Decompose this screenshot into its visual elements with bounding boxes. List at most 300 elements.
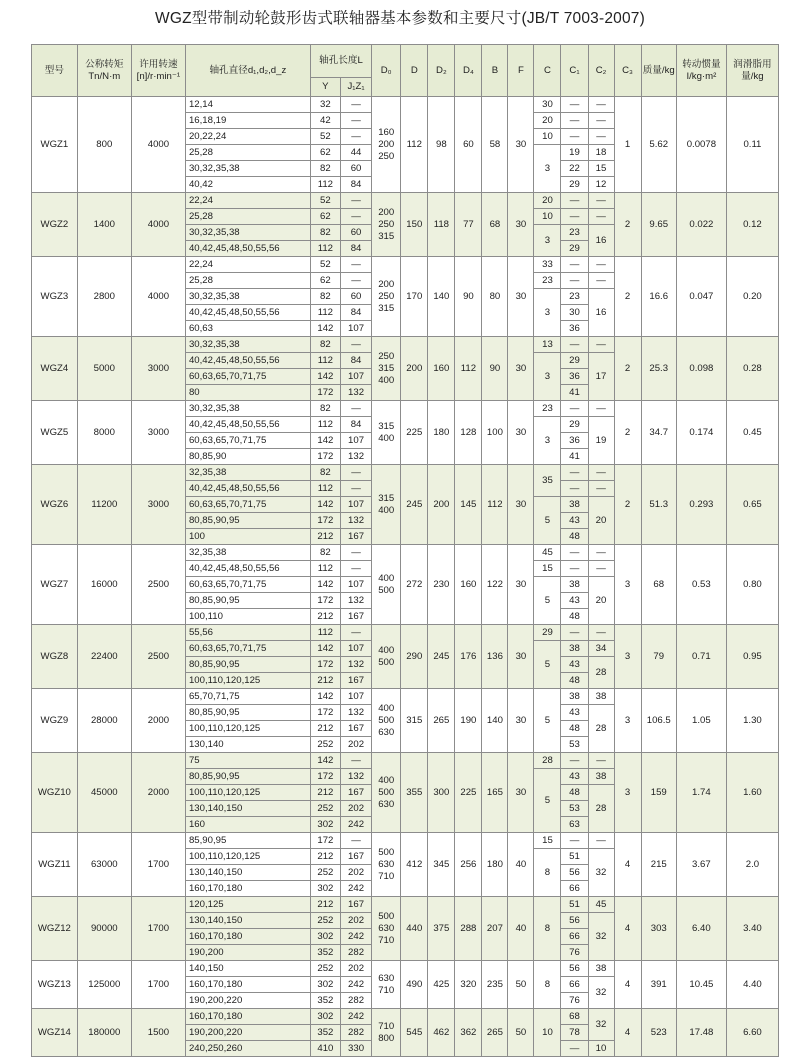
- cell-torque: 125000: [77, 961, 131, 1009]
- cell-c2: —: [588, 753, 614, 769]
- cell-c1: 66: [561, 929, 588, 945]
- cell-model: WGZ3: [32, 257, 78, 337]
- cell-length-j1z1: 132: [340, 705, 371, 721]
- cell-c: 8: [534, 897, 561, 961]
- cell-c1: 38: [561, 577, 588, 593]
- cell-speed: 3000: [131, 337, 185, 401]
- cell-length-y: 62: [310, 273, 340, 289]
- cell-inertia: 1.74: [676, 753, 726, 833]
- cell-length-j1z1: 107: [340, 577, 371, 593]
- cell-bore-diameter: 30,32,35,38: [185, 161, 310, 177]
- cell-length-y: 62: [310, 145, 340, 161]
- cell-length-j1z1: 84: [340, 353, 371, 369]
- cell-torque: 22400: [77, 625, 131, 689]
- cell-length-j1z1: —: [340, 833, 371, 849]
- cell-d: 150: [401, 193, 428, 257]
- cell-c1: 41: [561, 385, 588, 401]
- cell-d0: 500 630 710: [372, 833, 401, 897]
- cell-torque: 1400: [77, 193, 131, 257]
- cell-torque: 2800: [77, 257, 131, 337]
- cell-d4: 176: [455, 625, 482, 689]
- cell-length-j1z1: 60: [340, 161, 371, 177]
- cell-c: 8: [534, 849, 561, 897]
- cell-c1: 51: [561, 849, 588, 865]
- cell-c1: 36: [561, 369, 588, 385]
- cell-d0: 160 200 250: [372, 97, 401, 193]
- cell-c2: —: [588, 481, 614, 497]
- cell-b: 122: [482, 545, 508, 625]
- cell-length-j1z1: 84: [340, 241, 371, 257]
- cell-b: 90: [482, 337, 508, 401]
- header-f: F: [508, 45, 534, 97]
- cell-length-y: 352: [310, 945, 340, 961]
- cell-bore-diameter: 160,170,180: [185, 1009, 310, 1025]
- cell-c3: 3: [614, 625, 641, 689]
- cell-c1: —: [561, 193, 588, 209]
- cell-c3: 1: [614, 97, 641, 193]
- cell-length-j1z1: 202: [340, 913, 371, 929]
- cell-f: 50: [508, 961, 534, 1009]
- cell-torque: 16000: [77, 545, 131, 625]
- table-header: [32, 45, 779, 97]
- cell-length-j1z1: 132: [340, 449, 371, 465]
- cell-d0: 400 500 630: [372, 753, 401, 833]
- cell-c1: —: [561, 273, 588, 289]
- cell-c1: —: [561, 129, 588, 145]
- cell-c: 15: [534, 833, 561, 849]
- cell-d4: 145: [455, 465, 482, 545]
- cell-c: 3: [534, 145, 561, 193]
- cell-length-y: 142: [310, 641, 340, 657]
- spec-table: [31, 44, 779, 1057]
- cell-c2: 20: [588, 577, 614, 625]
- header-length-y: Y: [310, 78, 340, 97]
- cell-c: 23: [534, 401, 561, 417]
- cell-c3: 2: [614, 257, 641, 337]
- cell-length-j1z1: —: [340, 337, 371, 353]
- header-d4: D₄: [455, 45, 482, 97]
- header-c: C: [534, 45, 561, 97]
- cell-c2: —: [588, 625, 614, 641]
- header-mass: 质量/kg: [641, 45, 676, 97]
- cell-c1: 36: [561, 321, 588, 337]
- cell-c2: 15: [588, 161, 614, 177]
- header-torque: 公称转矩Tn/N·m: [77, 45, 131, 97]
- cell-c1: —: [561, 209, 588, 225]
- cell-bore-diameter: 30,32,35,38: [185, 337, 310, 353]
- cell-c: 15: [534, 561, 561, 577]
- cell-length-j1z1: 84: [340, 417, 371, 433]
- cell-length-y: 112: [310, 177, 340, 193]
- cell-d0: 500 630 710: [372, 897, 401, 961]
- cell-length-y: 212: [310, 897, 340, 913]
- cell-c1: 56: [561, 913, 588, 929]
- cell-bore-diameter: 190,200,220: [185, 993, 310, 1009]
- cell-length-j1z1: —: [340, 113, 371, 129]
- table-row: [32, 337, 779, 353]
- cell-c1: 66: [561, 977, 588, 993]
- cell-length-j1z1: —: [340, 97, 371, 113]
- cell-length-y: 82: [310, 545, 340, 561]
- cell-bore-diameter: 16,18,19: [185, 113, 310, 129]
- cell-torque: 90000: [77, 897, 131, 961]
- cell-c1: 29: [561, 353, 588, 369]
- cell-length-y: 82: [310, 401, 340, 417]
- cell-c: 20: [534, 193, 561, 209]
- cell-length-j1z1: 167: [340, 721, 371, 737]
- header-d0: D₀: [372, 45, 401, 97]
- header-grease: 润滑脂用量/kg: [726, 45, 778, 97]
- cell-b: 140: [482, 689, 508, 753]
- cell-d2: 160: [428, 337, 455, 401]
- cell-bore-diameter: 60,63: [185, 321, 310, 337]
- cell-c: 3: [534, 225, 561, 257]
- cell-grease: 1.30: [726, 689, 778, 753]
- cell-grease: 2.0: [726, 833, 778, 897]
- cell-d: 440: [401, 897, 428, 961]
- cell-c3: 4: [614, 1009, 641, 1057]
- cell-b: 207: [482, 897, 508, 961]
- cell-c2: —: [588, 465, 614, 481]
- cell-inertia: 0.293: [676, 465, 726, 545]
- cell-d: 245: [401, 465, 428, 545]
- cell-mass: 215: [641, 833, 676, 897]
- cell-length-y: 410: [310, 1041, 340, 1057]
- cell-grease: 0.65: [726, 465, 778, 545]
- cell-d: 290: [401, 625, 428, 689]
- cell-bore-diameter: 100,110,120,125: [185, 785, 310, 801]
- cell-c2: 10: [588, 1041, 614, 1057]
- cell-d2: 375: [428, 897, 455, 961]
- cell-length-y: 252: [310, 913, 340, 929]
- table-row: [32, 401, 779, 417]
- cell-speed: 2000: [131, 689, 185, 753]
- cell-torque: 800: [77, 97, 131, 193]
- cell-bore-diameter: 30,32,35,38: [185, 289, 310, 305]
- cell-c1: —: [561, 401, 588, 417]
- cell-bore-diameter: 160,170,180: [185, 977, 310, 993]
- cell-d0: 315 400: [372, 401, 401, 465]
- table-row: [32, 753, 779, 769]
- cell-length-j1z1: 107: [340, 433, 371, 449]
- cell-bore-diameter: 190,200: [185, 945, 310, 961]
- cell-f: 30: [508, 337, 534, 401]
- cell-c1: —: [561, 97, 588, 113]
- cell-c: 35: [534, 465, 561, 497]
- cell-d4: 128: [455, 401, 482, 465]
- cell-c2: 45: [588, 897, 614, 913]
- cell-c1: 48: [561, 609, 588, 625]
- cell-c2: —: [588, 193, 614, 209]
- cell-grease: 6.60: [726, 1009, 778, 1057]
- cell-bore-diameter: 85,90,95: [185, 833, 310, 849]
- cell-length-y: 302: [310, 977, 340, 993]
- cell-c3: 4: [614, 833, 641, 897]
- cell-c: 5: [534, 769, 561, 833]
- cell-c1: 41: [561, 449, 588, 465]
- header-b: B: [482, 45, 508, 97]
- cell-length-y: 112: [310, 481, 340, 497]
- cell-length-j1z1: —: [340, 193, 371, 209]
- cell-length-y: 142: [310, 369, 340, 385]
- cell-length-j1z1: 282: [340, 1025, 371, 1041]
- cell-f: 30: [508, 97, 534, 193]
- cell-bore-diameter: 100: [185, 529, 310, 545]
- cell-mass: 34.7: [641, 401, 676, 465]
- cell-c1: —: [561, 113, 588, 129]
- cell-d0: 400 500: [372, 625, 401, 689]
- cell-inertia: 0.047: [676, 257, 726, 337]
- cell-c1: 51: [561, 897, 588, 913]
- cell-c1: 48: [561, 785, 588, 801]
- cell-inertia: 0.174: [676, 401, 726, 465]
- cell-length-y: 112: [310, 241, 340, 257]
- cell-length-y: 52: [310, 193, 340, 209]
- cell-grease: 4.40: [726, 961, 778, 1009]
- cell-length-j1z1: 107: [340, 321, 371, 337]
- cell-d4: 77: [455, 193, 482, 257]
- cell-length-y: 212: [310, 785, 340, 801]
- cell-torque: 8000: [77, 401, 131, 465]
- cell-speed: 4000: [131, 97, 185, 193]
- cell-bore-diameter: 32,35,38: [185, 545, 310, 561]
- cell-c1: —: [561, 753, 588, 769]
- cell-length-y: 172: [310, 833, 340, 849]
- cell-length-y: 252: [310, 961, 340, 977]
- cell-length-j1z1: 132: [340, 657, 371, 673]
- cell-length-j1z1: 107: [340, 689, 371, 705]
- cell-bore-diameter: 40,42: [185, 177, 310, 193]
- cell-c2: 17: [588, 353, 614, 401]
- cell-length-y: 52: [310, 129, 340, 145]
- cell-d0: 400 500 630: [372, 689, 401, 753]
- cell-speed: 3000: [131, 401, 185, 465]
- cell-length-j1z1: 202: [340, 737, 371, 753]
- cell-length-j1z1: 84: [340, 305, 371, 321]
- cell-mass: 68: [641, 545, 676, 625]
- cell-c1: 53: [561, 801, 588, 817]
- cell-length-y: 212: [310, 721, 340, 737]
- table-row: [32, 897, 779, 913]
- cell-c1: —: [561, 625, 588, 641]
- cell-model: WGZ1: [32, 97, 78, 193]
- cell-length-j1z1: 242: [340, 817, 371, 833]
- cell-grease: 0.80: [726, 545, 778, 625]
- cell-c2: —: [588, 113, 614, 129]
- cell-c1: —: [561, 257, 588, 273]
- cell-model: WGZ10: [32, 753, 78, 833]
- cell-speed: 2000: [131, 753, 185, 833]
- cell-inertia: 0.098: [676, 337, 726, 401]
- cell-mass: 159: [641, 753, 676, 833]
- cell-b: 100: [482, 401, 508, 465]
- cell-c2: 28: [588, 705, 614, 753]
- cell-length-j1z1: 202: [340, 801, 371, 817]
- cell-d: 355: [401, 753, 428, 833]
- cell-length-y: 82: [310, 161, 340, 177]
- cell-d0: 250 315 400: [372, 337, 401, 401]
- cell-bore-diameter: 80,85,90,95: [185, 593, 310, 609]
- cell-length-j1z1: 132: [340, 769, 371, 785]
- cell-inertia: 6.40: [676, 897, 726, 961]
- cell-grease: 0.12: [726, 193, 778, 257]
- cell-c3: 4: [614, 897, 641, 961]
- cell-f: 40: [508, 897, 534, 961]
- cell-model: WGZ5: [32, 401, 78, 465]
- cell-length-y: 112: [310, 625, 340, 641]
- cell-speed: 3000: [131, 465, 185, 545]
- cell-c2: —: [588, 129, 614, 145]
- cell-mass: 9.65: [641, 193, 676, 257]
- cell-model: WGZ7: [32, 545, 78, 625]
- cell-bore-diameter: 40,42,45,48,50,55,56: [185, 353, 310, 369]
- cell-model: WGZ4: [32, 337, 78, 401]
- cell-c: 10: [534, 129, 561, 145]
- cell-speed: 1500: [131, 1009, 185, 1057]
- cell-bore-diameter: 100,110,120,125: [185, 849, 310, 865]
- cell-b: 58: [482, 97, 508, 193]
- cell-c2: —: [588, 209, 614, 225]
- table-body: [32, 97, 779, 1057]
- cell-bore-diameter: 32,35,38: [185, 465, 310, 481]
- cell-model: WGZ11: [32, 833, 78, 897]
- cell-d2: 230: [428, 545, 455, 625]
- cell-c2: —: [588, 561, 614, 577]
- cell-grease: 3.40: [726, 897, 778, 961]
- cell-c2: 32: [588, 1009, 614, 1041]
- cell-c1: 36: [561, 433, 588, 449]
- cell-c: 5: [534, 497, 561, 545]
- cell-bore-diameter: 12,14: [185, 97, 310, 113]
- cell-length-j1z1: 282: [340, 945, 371, 961]
- header-d2: D₂: [428, 45, 455, 97]
- cell-length-j1z1: —: [340, 753, 371, 769]
- cell-length-j1z1: 44: [340, 145, 371, 161]
- cell-c1: 43: [561, 769, 588, 785]
- cell-speed: 2500: [131, 545, 185, 625]
- cell-c3: 2: [614, 193, 641, 257]
- cell-length-j1z1: 60: [340, 225, 371, 241]
- header-model: 型号: [32, 45, 78, 97]
- cell-length-y: 172: [310, 705, 340, 721]
- header-bore-length: 轴孔长度L: [310, 45, 371, 78]
- cell-d0: 200 250 315: [372, 257, 401, 337]
- cell-model: WGZ6: [32, 465, 78, 545]
- cell-c: 8: [534, 961, 561, 1009]
- cell-b: 235: [482, 961, 508, 1009]
- cell-length-y: 82: [310, 289, 340, 305]
- cell-c2: 38: [588, 961, 614, 977]
- cell-d: 545: [401, 1009, 428, 1057]
- cell-length-y: 172: [310, 449, 340, 465]
- cell-d: 112: [401, 97, 428, 193]
- cell-bore-diameter: 75: [185, 753, 310, 769]
- cell-c1: 68: [561, 1009, 588, 1025]
- cell-bore-diameter: 40,42,45,48,50,55,56: [185, 481, 310, 497]
- cell-d: 315: [401, 689, 428, 753]
- cell-length-y: 42: [310, 113, 340, 129]
- cell-bore-diameter: 40,42,45,48,50,55,56: [185, 561, 310, 577]
- cell-bore-diameter: 30,32,35,38: [185, 225, 310, 241]
- cell-c: 5: [534, 641, 561, 689]
- cell-length-y: 142: [310, 577, 340, 593]
- cell-c2: 28: [588, 785, 614, 833]
- cell-length-j1z1: 167: [340, 529, 371, 545]
- cell-d4: 320: [455, 961, 482, 1009]
- cell-c2: 16: [588, 289, 614, 337]
- table-row: [32, 97, 779, 113]
- cell-b: 180: [482, 833, 508, 897]
- cell-c: 30: [534, 97, 561, 113]
- cell-model: WGZ12: [32, 897, 78, 961]
- cell-length-j1z1: —: [340, 465, 371, 481]
- cell-c1: 78: [561, 1025, 588, 1041]
- cell-c1: 48: [561, 673, 588, 689]
- cell-length-j1z1: 107: [340, 369, 371, 385]
- cell-length-j1z1: 242: [340, 977, 371, 993]
- cell-length-y: 172: [310, 657, 340, 673]
- cell-d0: 315 400: [372, 465, 401, 545]
- header-speed: 许用转速[n]/r·min⁻¹: [131, 45, 185, 97]
- cell-speed: 1700: [131, 897, 185, 961]
- cell-c2: —: [588, 97, 614, 113]
- cell-b: 80: [482, 257, 508, 337]
- cell-d0: 630 710: [372, 961, 401, 1009]
- cell-bore-diameter: 22,24: [185, 193, 310, 209]
- cell-length-y: 302: [310, 817, 340, 833]
- cell-d: 272: [401, 545, 428, 625]
- cell-bore-diameter: 40,42,45,48,50,55,56: [185, 417, 310, 433]
- cell-torque: 63000: [77, 833, 131, 897]
- cell-torque: 5000: [77, 337, 131, 401]
- cell-c3: 4: [614, 961, 641, 1009]
- cell-length-j1z1: 167: [340, 849, 371, 865]
- cell-bore-diameter: 130,140: [185, 737, 310, 753]
- cell-bore-diameter: 100,110,120,125: [185, 673, 310, 689]
- cell-d2: 425: [428, 961, 455, 1009]
- cell-b: 112: [482, 465, 508, 545]
- cell-d2: 245: [428, 625, 455, 689]
- cell-c1: 38: [561, 641, 588, 657]
- table-row: [32, 193, 779, 209]
- cell-bore-diameter: 25,28: [185, 145, 310, 161]
- cell-length-j1z1: 107: [340, 641, 371, 657]
- cell-c2: —: [588, 337, 614, 353]
- cell-length-j1z1: —: [340, 401, 371, 417]
- cell-length-y: 172: [310, 513, 340, 529]
- cell-bore-diameter: 130,140,150: [185, 865, 310, 881]
- cell-c1: 43: [561, 705, 588, 721]
- cell-length-y: 352: [310, 993, 340, 1009]
- cell-length-y: 142: [310, 433, 340, 449]
- cell-length-j1z1: 202: [340, 865, 371, 881]
- cell-bore-diameter: 160,170,180: [185, 929, 310, 945]
- cell-length-j1z1: 167: [340, 609, 371, 625]
- cell-c1: 76: [561, 993, 588, 1009]
- cell-c1: 29: [561, 417, 588, 433]
- cell-d: 200: [401, 337, 428, 401]
- cell-mass: 16.6: [641, 257, 676, 337]
- cell-d4: 362: [455, 1009, 482, 1057]
- cell-bore-diameter: 80,85,90,95: [185, 769, 310, 785]
- cell-mass: 79: [641, 625, 676, 689]
- cell-c1: 38: [561, 689, 588, 705]
- cell-c: 3: [534, 289, 561, 337]
- cell-length-j1z1: 167: [340, 673, 371, 689]
- cell-length-y: 112: [310, 561, 340, 577]
- cell-length-y: 112: [310, 305, 340, 321]
- cell-bore-diameter: 22,24: [185, 257, 310, 273]
